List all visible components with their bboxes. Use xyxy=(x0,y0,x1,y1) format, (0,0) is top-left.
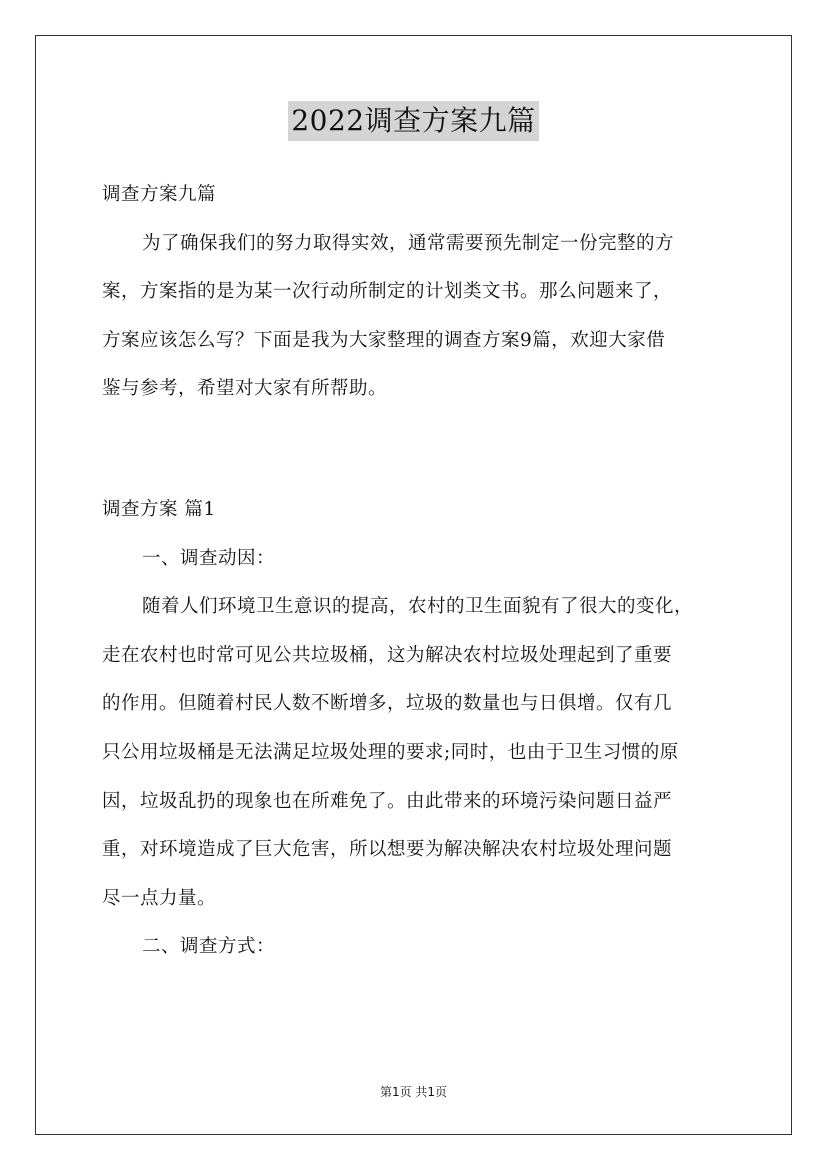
document-heading: 调查方案九篇 xyxy=(102,184,217,205)
subsection-title: 二、调查方式： xyxy=(142,936,276,958)
body-line: 的作用。但随着村民人数不断增多，垃圾的数量也与日俱增。仅有几 xyxy=(102,693,673,715)
intro-line: 为了确保我们的努力取得实效，通常需要预先制定一份完整的方 xyxy=(142,232,675,254)
body-line: 只公用垃圾桶是无法满足垃圾处理的要求;同时，也由于卫生习惯的原 xyxy=(102,741,679,763)
subsection-title: 一、调查动因： xyxy=(142,547,276,569)
body-line: 重，对环境造成了巨大危害，所以想要为解决解决农村垃圾处理问题 xyxy=(102,839,673,861)
section-title: 调查方案 篇1 xyxy=(102,498,216,520)
page-footer: 第1页 共1页 xyxy=(379,1085,448,1099)
body-line: 因，垃圾乱扔的现象也在所难免了。由此带来的环境污染问题日益严 xyxy=(102,790,673,812)
document-title xyxy=(0,100,827,141)
intro-line: 方案应该怎么写？下面是我为大家整理的调查方案9篇，欢迎大家借 xyxy=(102,329,666,351)
document-body xyxy=(102,171,730,972)
body-line: 尽一点力量。 xyxy=(102,887,217,909)
document-title-text: 2022调查方案九篇 xyxy=(288,101,538,141)
section-spacer xyxy=(102,414,730,486)
body-line: 随着人们环境卫生意识的提高，农村的卫生面貌有了很大的变化， xyxy=(142,596,694,618)
body-line: 走在农村也时常可见公共垃圾桶，这为解决农村垃圾处理起到了重要 xyxy=(102,644,673,666)
intro-line: 案，方案指的是为某一次行动所制定的计划类文书。那么问题来了， xyxy=(102,281,673,303)
intro-line: 鉴与参考，希望对大家有所帮助。 xyxy=(102,378,388,400)
